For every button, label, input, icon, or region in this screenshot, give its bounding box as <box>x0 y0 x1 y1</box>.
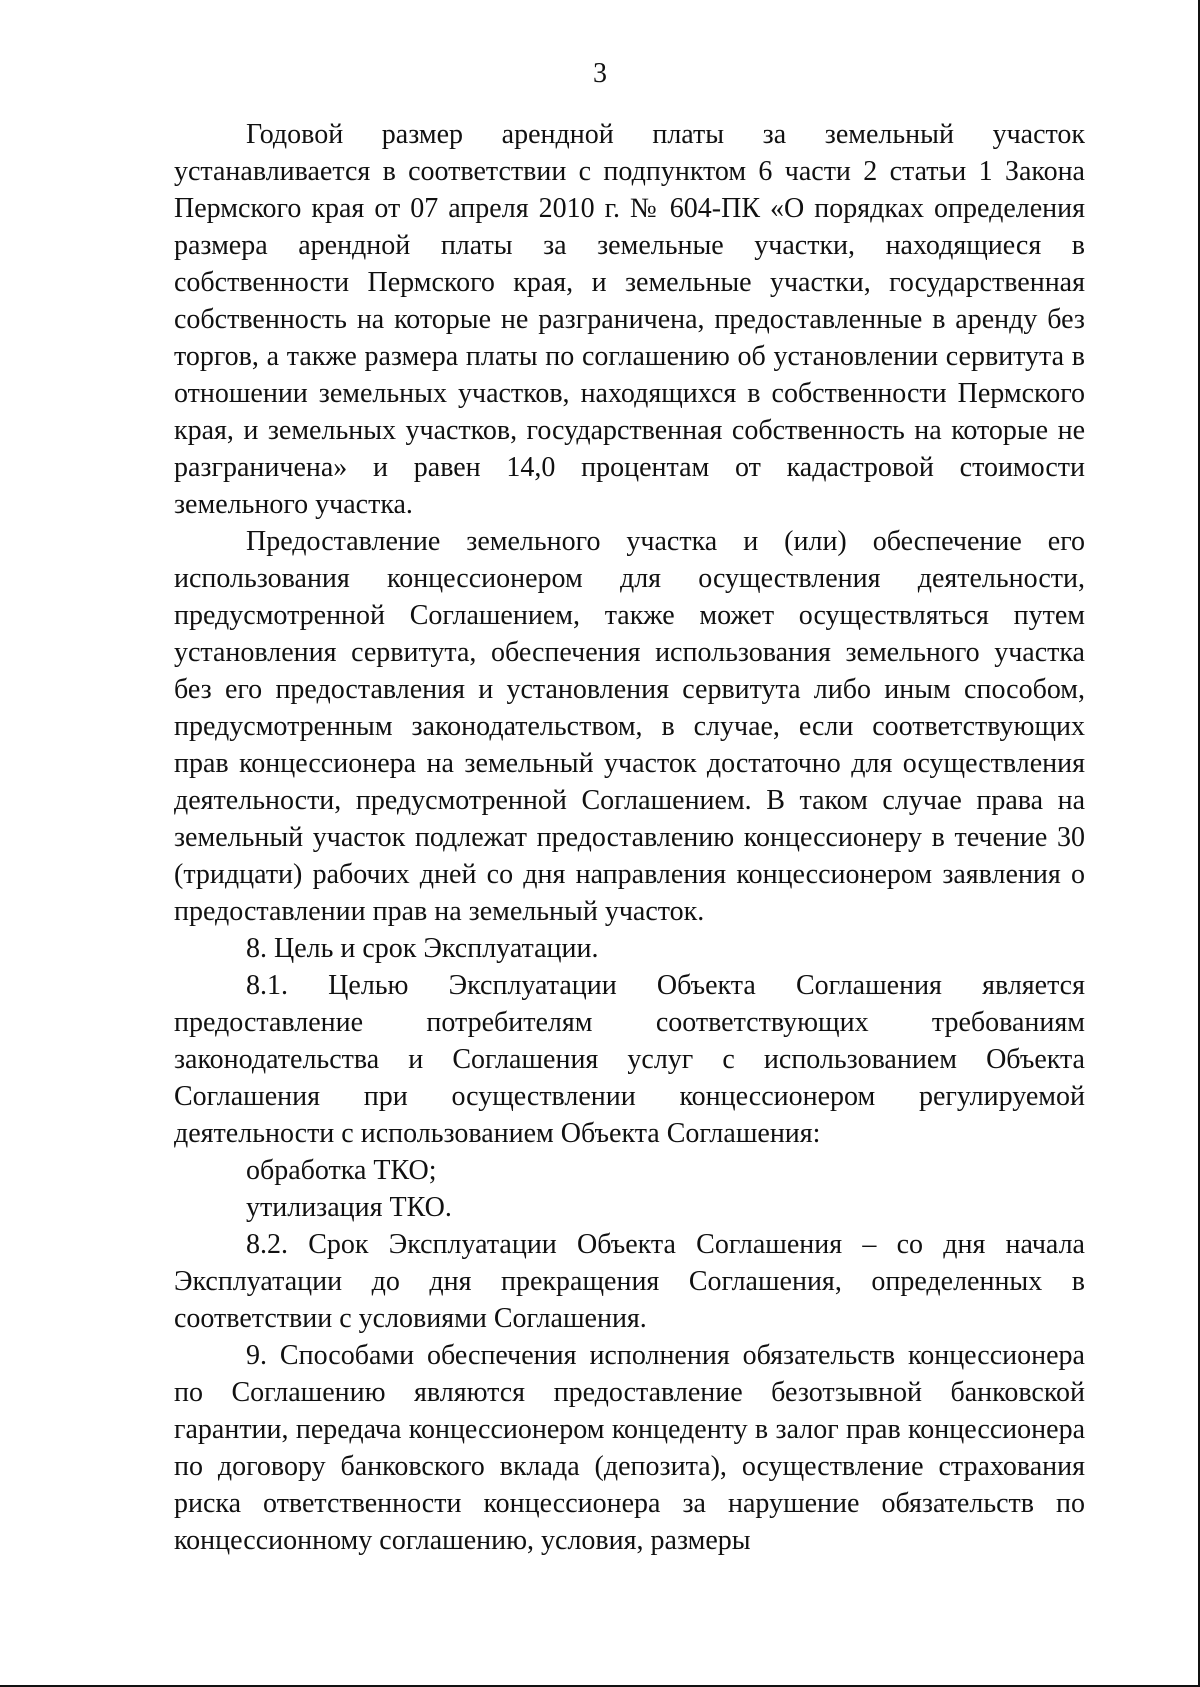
paragraph-land-provision: Предоставление земельного участка и (или) обеспечение его использования концессионером для осуществления деятельности, предусмотренной Соглашением, также может осуществляться путем установления сервитута, обеспечения использования земельного участка без его предоставления и установления сервитута либо иным способом, предусмотренным законодательством, в случае, если соответствующих прав концессионера на земельный участок достаточно для осуществления деятельности, предусмотренной Соглашением. В таком случае права на земельный участок подлежат предоставлению концессионеру в течение 30 (тридцати) рабочих дней со дня направления концессионером заявления о предоставлении прав на земельный участок. <box>174 526 1085 927</box>
document-body <box>174 116 1085 1559</box>
section-8-heading: 8. Цель и срок Эксплуатации. <box>246 933 599 964</box>
list-item-utilization: утилизация ТКО. <box>246 1192 452 1223</box>
page-number: 3 <box>593 58 607 89</box>
paragraph-8-2: 8.2. Срок Эксплуатации Объекта Соглашения – со дня начала Эксплуатации до дня прекращения Соглашения, определенных в соответствии с условиями Соглашения. <box>174 1229 1085 1334</box>
paragraph-8-1: 8.1. Целью Эксплуатации Объекта Соглашения является предоставление потребителям соответствующих требованиям законодательства и Соглашения услуг с использованием Объекта Соглашения при осуществлении концессионером регулируемой деятельности с использованием Объекта Соглашения: <box>174 970 1085 1149</box>
paragraph-9: 9. Способами обеспечения исполнения обязательств концессионера по Соглашению являются предоставление безотзывной банковской гарантии, передача концессионером концеденту в залог прав концессионера по договору банковского вклада (депозита), осуществление страхования риска ответственности концессионера за нарушение обязательств по концессионному соглашению, условия, размеры <box>174 1340 1085 1556</box>
list-item-processing: обработка ТКО; <box>246 1155 437 1186</box>
paragraph-land-rent: Годовой размер арендной платы за земельный участок устанавливается в соответствии с подпунктом 6 части 2 статьи 1 Закона Пермского края от 07 апреля 2010 г. № 604-ПК «О порядках определения размера арендной платы за земельные участки, находящиеся в собственности Пермского края, и земельные участки, государственная собственность на которые не разграничена, предоставленные в аренду без торгов, а также размера платы по соглашению об установлении сервитута в отношении земельных участков, находящихся в собственности Пермского края, и земельных участков, государственная собственность на которые не разграничена» и равен 14,0 процентам от кадастровой стоимости земельного участка. <box>174 119 1085 520</box>
